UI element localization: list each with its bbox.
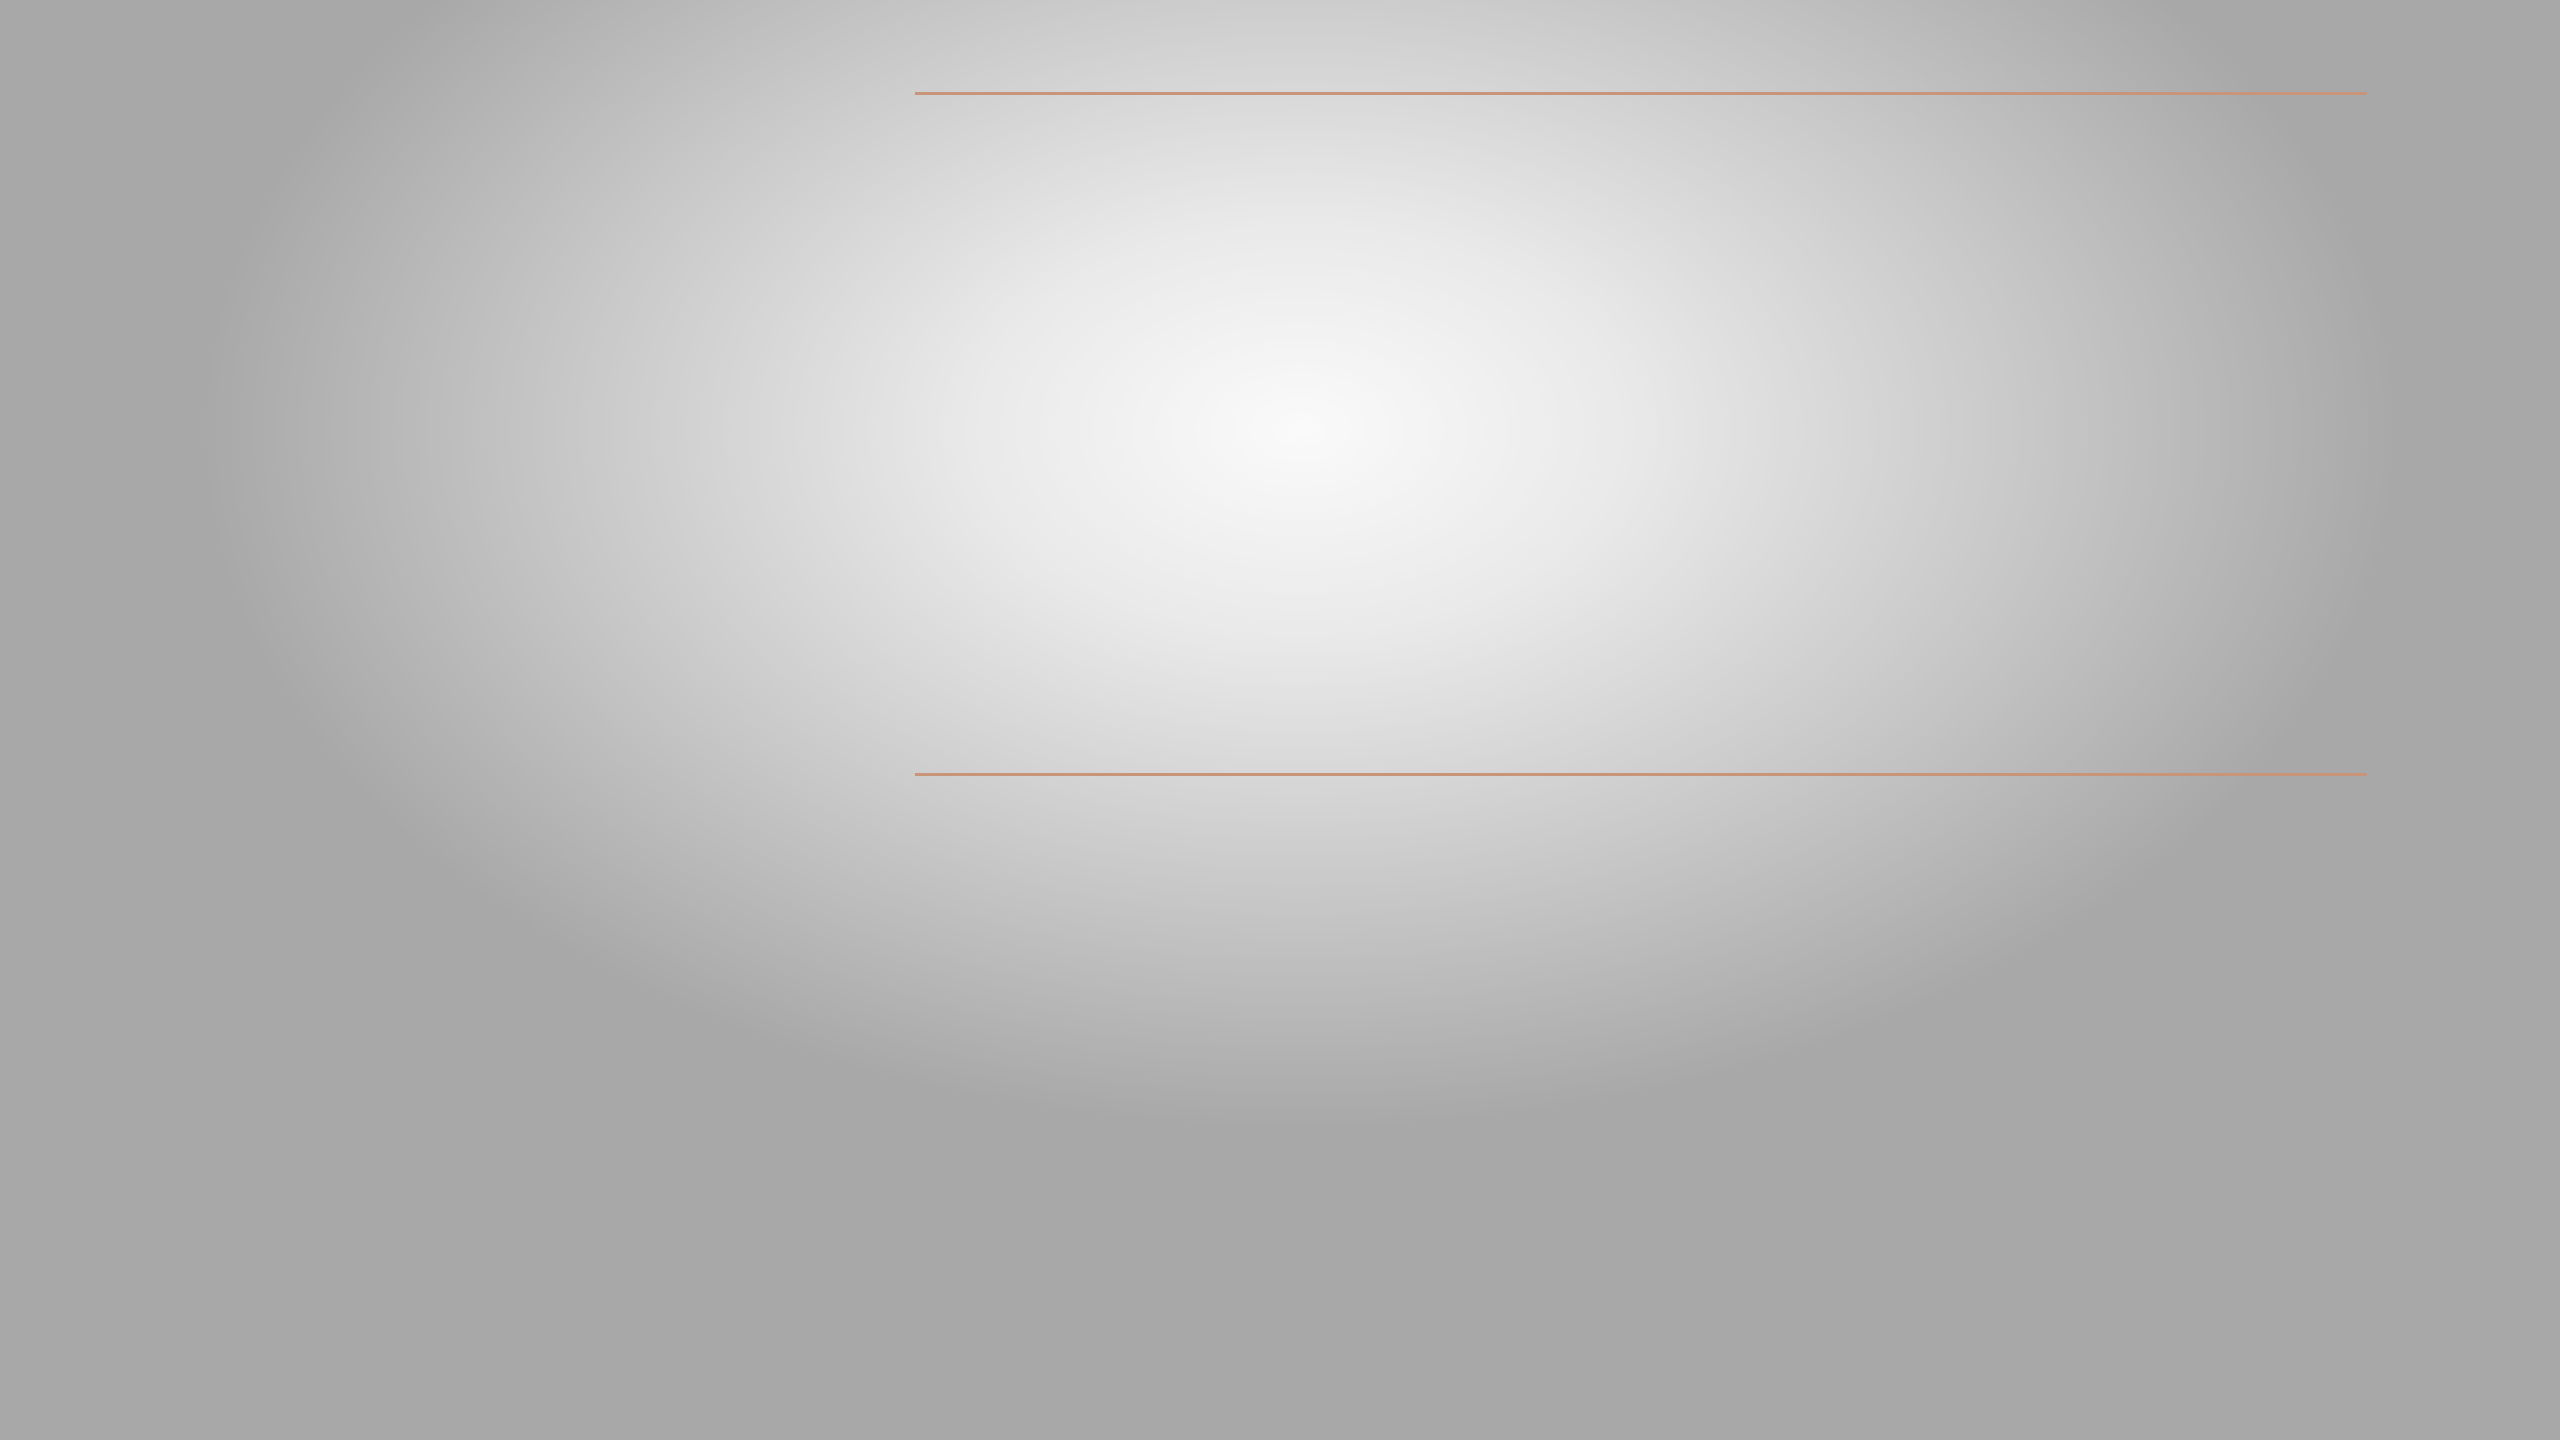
divider-top xyxy=(915,92,2367,95)
divider-bottom xyxy=(915,773,2367,776)
